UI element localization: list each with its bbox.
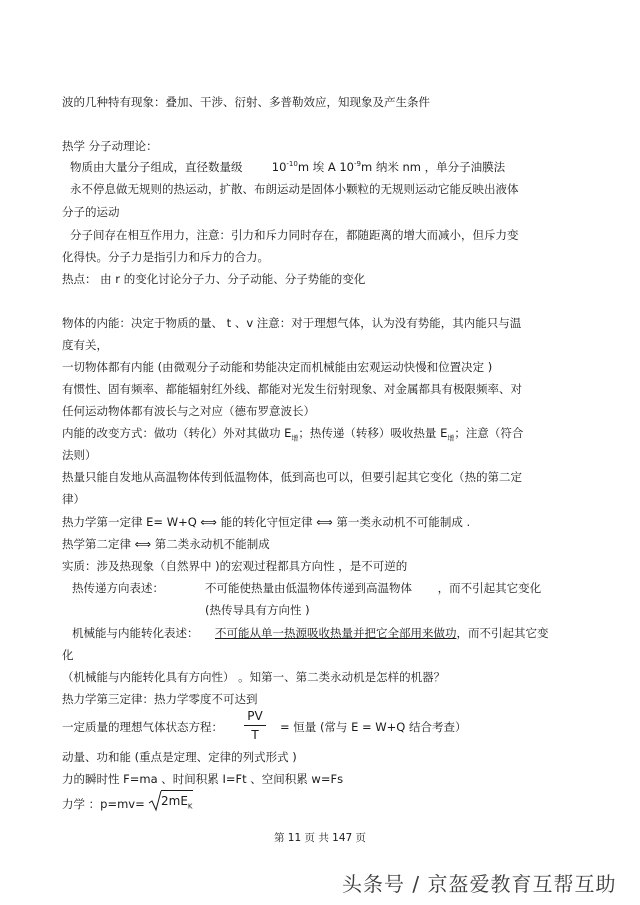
underlined-text: 不可能从单一热源吸收热量并把它全部用来做功 <box>215 626 457 640</box>
text-line: 物质由大量分子组成，直径数量级 $10^{-10}m$ 埃 A $10^{-9}m$ 纳米 nm ，单分子油膜法 <box>70 160 506 174</box>
text-line: 有惯性、固有频率、都能辐射红外线、都能对光发生衍射现象、对金属都具有极限频率、对 <box>62 382 522 396</box>
text-line: 物体的内能：决定于物质的量、 t 、v 注意：对于理想气体，认为没有势能，其内能只与温 <box>62 316 522 330</box>
text-line: 机械能与内能转化表述： <box>72 626 199 640</box>
text-line: 不可能使热量由低温物体传递到高温物体 ，而不引起其它变化 <box>205 581 542 595</box>
text-line: 律） <box>62 492 85 506</box>
text-line: = 恒量 (常与 E = W+Q 结合考查） <box>280 720 467 734</box>
fraction-formula: PV T <box>244 709 266 742</box>
watermark: 头条号 / 京盔爱教育互帮互助 <box>342 872 617 896</box>
text-line: 热传递方向表述： <box>72 581 164 595</box>
text-line: 力的瞬时性 F=ma 、时间积累 I=Ft 、空间积累 w=Fs <box>62 772 344 786</box>
text-line: 化得快。分子力是指引力和斥力的合力。 <box>62 250 269 264</box>
text-line: (热传导具有方向性 ) <box>205 603 310 617</box>
text-line: 一切物体都有内能 (由微观分子动能和势能决定而机械能由宏观运动快慢和位置决定 ) <box>62 360 493 374</box>
text-line: 热力学第三定律：热力学零度不可达到 <box>62 692 258 706</box>
text-line: （机械能与内能转化具有方向性） 。知第一、第二类永动机是怎样的机器？ <box>62 670 446 684</box>
text-line: 热量只能自发地从高温物体传到低温物体，低到高也可以，但要引起其它变化（热的第二定 <box>62 470 522 484</box>
text-line: 内能的改变方式：做功（转化）外对其做功 $E_增$；热传递（转移）吸收热量 $E_增$；注意（符合 <box>62 426 524 443</box>
text-line: 热力学第一定律 E= W+Q ⟺ 能的转化守恒定律 ⟺ 第一类永动机不可能制成 . <box>62 515 471 529</box>
sqrt-sign-icon <box>148 790 162 812</box>
text-line: 不可能从单一热源吸收热量并把它全部用来做功，而不引起其它变 <box>215 626 549 640</box>
text-line: 分子间存在相互作用力，注意：引力和斥力同时存在，都随距离的增大而减小，但斥力变 <box>70 228 519 242</box>
page-footer: 第 11 页 共 147 页 <box>273 832 367 844</box>
text-line: 永不停息做无规则的热运动，扩散、布朗运动是固体小颗粒的无规则运动它能反映出液体 <box>70 182 519 196</box>
text-line: 法则） <box>62 448 97 462</box>
text-line: 动量、功和能 (重点是定理、定律的列式形式 ) <box>62 750 297 764</box>
text-line: 实质：涉及热现象（自然界中 )的宏观过程都具方向性 ，是不可逆的 <box>62 559 408 573</box>
section-heading: 热学 分子动理论： <box>62 139 158 153</box>
text-line: 分子的运动 <box>62 205 120 219</box>
text-line: 热点： 由 r 的变化讨论分子力、分子动能、分子势能的变化 <box>62 272 366 286</box>
text-line: 波的几种特有现象：叠加、干涉、衍射、多普勒效应，知现象及产生条件 <box>62 95 430 109</box>
text-line: 度有关， <box>62 338 108 352</box>
text-line: 力学 ：p=mv= <box>62 797 145 811</box>
text-line: 热学第二定律 ⟺ 第二类永动机不能制成 <box>62 537 270 551</box>
text-line: 任何运动物体都有波长与之对应（德布罗意波长） <box>62 404 315 418</box>
text-line: 化 <box>62 648 74 662</box>
text-line: 一定质量的理想气体状态方程： <box>62 720 223 734</box>
